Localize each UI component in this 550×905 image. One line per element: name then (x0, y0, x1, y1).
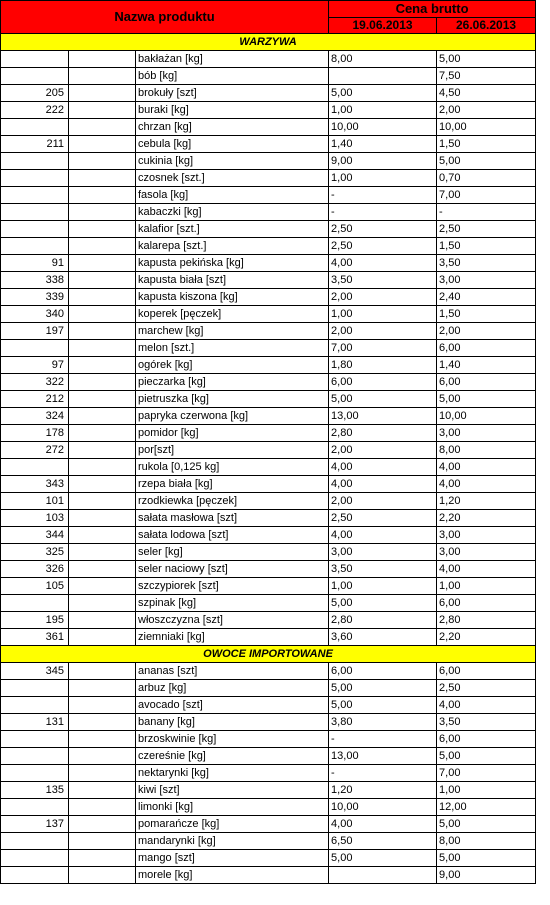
table-row (1, 663, 536, 680)
price-date-1: 13,00 (329, 408, 437, 425)
product-code: 222 (1, 102, 69, 119)
table-row (1, 51, 536, 68)
empty-cell (69, 697, 136, 714)
product-name: nektarynki [kg] (136, 765, 329, 782)
price-date-1: 4,00 (329, 255, 437, 272)
price-date-2: 4,00 (437, 476, 536, 493)
price-date-1: 4,00 (329, 527, 437, 544)
table-row (1, 765, 536, 782)
price-date-2: 5,00 (437, 51, 536, 68)
product-code (1, 119, 69, 136)
product-code: 322 (1, 374, 69, 391)
product-code: 105 (1, 578, 69, 595)
table-body (1, 34, 536, 884)
product-name: rzodkiewka [pęczek] (136, 493, 329, 510)
product-code (1, 595, 69, 612)
table-row (1, 493, 536, 510)
table-row (1, 697, 536, 714)
empty-cell (69, 714, 136, 731)
product-code: 101 (1, 493, 69, 510)
product-name: rzepa biała [kg] (136, 476, 329, 493)
table-row (1, 374, 536, 391)
product-name: kapusta pekińska [kg] (136, 255, 329, 272)
product-code (1, 221, 69, 238)
product-name-header: Nazwa produktu (1, 1, 329, 34)
price-date-1: 2,50 (329, 221, 437, 238)
date-header-2: 26.06.2013 (437, 17, 536, 34)
empty-cell (69, 595, 136, 612)
price-date-1: 2,00 (329, 493, 437, 510)
price-date-1: - (329, 765, 437, 782)
product-code (1, 850, 69, 867)
price-date-2: 2,40 (437, 289, 536, 306)
table-row (1, 221, 536, 238)
product-code: 326 (1, 561, 69, 578)
table-row (1, 136, 536, 153)
product-name: morele [kg] (136, 867, 329, 884)
empty-cell (69, 425, 136, 442)
product-code: 324 (1, 408, 69, 425)
product-code: 212 (1, 391, 69, 408)
product-name: papryka czerwona [kg] (136, 408, 329, 425)
price-date-1: 2,80 (329, 425, 437, 442)
price-date-2: 5,00 (437, 850, 536, 867)
empty-cell (69, 391, 136, 408)
table-row (1, 816, 536, 833)
price-date-2: 5,00 (437, 391, 536, 408)
price-date-1: 1,20 (329, 782, 437, 799)
empty-cell (69, 816, 136, 833)
empty-cell (69, 578, 136, 595)
product-name: pieczarka [kg] (136, 374, 329, 391)
price-date-2: 6,00 (437, 340, 536, 357)
price-date-1: - (329, 204, 437, 221)
price-date-2: 7,50 (437, 68, 536, 85)
product-name: szpinak [kg] (136, 595, 329, 612)
price-date-2: 1,50 (437, 136, 536, 153)
product-name: czosnek [szt.] (136, 170, 329, 187)
section-title: OWOCE IMPORTOWANE (1, 646, 536, 663)
price-date-1: 2,50 (329, 238, 437, 255)
section-row (1, 34, 536, 51)
product-code: 272 (1, 442, 69, 459)
product-code (1, 680, 69, 697)
price-date-2: 1,00 (437, 578, 536, 595)
product-name: włoszczyzna [szt] (136, 612, 329, 629)
price-date-1: 3,00 (329, 544, 437, 561)
price-date-1: 10,00 (329, 799, 437, 816)
table-row (1, 782, 536, 799)
empty-cell (69, 765, 136, 782)
empty-cell (69, 119, 136, 136)
product-name: banany [kg] (136, 714, 329, 731)
price-date-1: 5,00 (329, 680, 437, 697)
product-name: kapusta kiszona [kg] (136, 289, 329, 306)
table-row (1, 153, 536, 170)
product-code: 339 (1, 289, 69, 306)
price-date-2: 1,50 (437, 306, 536, 323)
product-name: kalarepa [szt.] (136, 238, 329, 255)
product-name: marchew [kg] (136, 323, 329, 340)
price-date-1: 3,50 (329, 561, 437, 578)
empty-cell (69, 561, 136, 578)
product-name: sałata lodowa [szt] (136, 527, 329, 544)
product-code: 343 (1, 476, 69, 493)
product-code: 131 (1, 714, 69, 731)
table-row (1, 340, 536, 357)
table-row (1, 68, 536, 85)
price-date-1: 4,00 (329, 476, 437, 493)
product-code (1, 204, 69, 221)
price-date-2: 2,20 (437, 510, 536, 527)
price-date-2: 8,00 (437, 442, 536, 459)
product-code (1, 340, 69, 357)
product-name: kalafior [szt.] (136, 221, 329, 238)
empty-cell (69, 867, 136, 884)
product-code: 340 (1, 306, 69, 323)
price-date-1: 1,00 (329, 306, 437, 323)
table-row (1, 578, 536, 595)
empty-cell (69, 510, 136, 527)
empty-cell (69, 782, 136, 799)
product-code: 338 (1, 272, 69, 289)
empty-cell (69, 612, 136, 629)
price-date-1: 2,80 (329, 612, 437, 629)
table-row (1, 306, 536, 323)
product-code (1, 731, 69, 748)
price-date-2: 7,00 (437, 187, 536, 204)
product-name: sałata masłowa [szt] (136, 510, 329, 527)
price-date-2: 6,00 (437, 595, 536, 612)
table-row (1, 170, 536, 187)
price-date-1: 2,00 (329, 323, 437, 340)
price-date-2: 5,00 (437, 748, 536, 765)
empty-cell (69, 357, 136, 374)
product-code (1, 170, 69, 187)
table-row (1, 391, 536, 408)
empty-cell (69, 255, 136, 272)
price-date-2: 2,00 (437, 102, 536, 119)
price-date-2: 5,00 (437, 153, 536, 170)
price-date-2: 1,00 (437, 782, 536, 799)
product-code (1, 51, 69, 68)
table-row (1, 510, 536, 527)
product-code (1, 238, 69, 255)
table-row (1, 204, 536, 221)
product-name: kapusta biała [szt] (136, 272, 329, 289)
empty-cell (69, 51, 136, 68)
price-date-1: 6,00 (329, 663, 437, 680)
product-name: cukinia [kg] (136, 153, 329, 170)
table-row (1, 680, 536, 697)
table-row (1, 799, 536, 816)
product-code: 178 (1, 425, 69, 442)
empty-cell (69, 85, 136, 102)
table-row (1, 425, 536, 442)
price-date-1: 7,00 (329, 340, 437, 357)
empty-cell (69, 493, 136, 510)
empty-cell (69, 136, 136, 153)
product-code: 325 (1, 544, 69, 561)
empty-cell (69, 833, 136, 850)
empty-cell (69, 153, 136, 170)
price-date-2: 8,00 (437, 833, 536, 850)
product-code (1, 765, 69, 782)
product-name: szczypiorek [szt] (136, 578, 329, 595)
empty-cell (69, 221, 136, 238)
product-name: rukola [0,125 kg] (136, 459, 329, 476)
table-row (1, 629, 536, 646)
price-date-2: 2,80 (437, 612, 536, 629)
table-row (1, 442, 536, 459)
table-row (1, 459, 536, 476)
empty-cell (69, 527, 136, 544)
product-code (1, 697, 69, 714)
product-code: 103 (1, 510, 69, 527)
empty-cell (69, 544, 136, 561)
empty-cell (69, 340, 136, 357)
empty-cell (69, 459, 136, 476)
product-name: kiwi [szt] (136, 782, 329, 799)
price-date-1: - (329, 187, 437, 204)
product-code (1, 187, 69, 204)
product-name: pietruszka [kg] (136, 391, 329, 408)
price-date-1: 4,00 (329, 459, 437, 476)
price-date-1: 6,50 (329, 833, 437, 850)
empty-cell (69, 170, 136, 187)
price-date-1: 3,80 (329, 714, 437, 731)
price-date-2: 3,50 (437, 714, 536, 731)
price-date-2: 2,50 (437, 680, 536, 697)
table-row (1, 850, 536, 867)
empty-cell (69, 731, 136, 748)
empty-cell (69, 204, 136, 221)
price-date-2: 4,00 (437, 459, 536, 476)
price-date-1: 13,00 (329, 748, 437, 765)
product-code (1, 459, 69, 476)
table-row (1, 833, 536, 850)
empty-cell (69, 442, 136, 459)
table-row (1, 119, 536, 136)
empty-cell (69, 272, 136, 289)
price-date-2: 7,00 (437, 765, 536, 782)
price-date-1: 2,50 (329, 510, 437, 527)
price-date-1 (329, 867, 437, 884)
price-date-2: - (437, 204, 536, 221)
empty-cell (69, 238, 136, 255)
table-row (1, 85, 536, 102)
product-name: chrzan [kg] (136, 119, 329, 136)
price-date-1: 1,80 (329, 357, 437, 374)
product-name: mango [szt] (136, 850, 329, 867)
price-date-1: 5,00 (329, 850, 437, 867)
product-code (1, 748, 69, 765)
product-code (1, 867, 69, 884)
empty-cell (69, 374, 136, 391)
price-date-2: 1,40 (437, 357, 536, 374)
product-name: cebula [kg] (136, 136, 329, 153)
product-name: limonki [kg] (136, 799, 329, 816)
price-header: Cena brutto (329, 1, 536, 18)
price-date-2: 3,00 (437, 425, 536, 442)
empty-cell (69, 289, 136, 306)
price-date-2: 3,50 (437, 255, 536, 272)
price-date-2: 9,00 (437, 867, 536, 884)
price-date-2: 3,00 (437, 527, 536, 544)
product-code: 361 (1, 629, 69, 646)
price-date-1: 9,00 (329, 153, 437, 170)
price-date-1: 5,00 (329, 697, 437, 714)
table-row (1, 476, 536, 493)
price-date-1: 3,50 (329, 272, 437, 289)
price-date-1: 2,00 (329, 442, 437, 459)
price-date-1: 1,40 (329, 136, 437, 153)
product-name: pomarańcze [kg] (136, 816, 329, 833)
price-date-1: 1,00 (329, 170, 437, 187)
product-name: brzoskwinie [kg] (136, 731, 329, 748)
table-row (1, 714, 536, 731)
product-name: seler [kg] (136, 544, 329, 561)
price-date-2: 3,00 (437, 272, 536, 289)
price-date-2: 4,00 (437, 561, 536, 578)
product-code: 137 (1, 816, 69, 833)
product-code: 135 (1, 782, 69, 799)
table-row (1, 238, 536, 255)
product-name: buraki [kg] (136, 102, 329, 119)
price-date-2: 2,50 (437, 221, 536, 238)
price-date-2: 12,00 (437, 799, 536, 816)
price-date-2: 2,20 (437, 629, 536, 646)
price-date-2: 5,00 (437, 816, 536, 833)
table-row (1, 187, 536, 204)
empty-cell (69, 102, 136, 119)
price-date-2: 3,00 (437, 544, 536, 561)
section-title: WARZYWA (1, 34, 536, 51)
product-name: avocado [szt] (136, 697, 329, 714)
price-date-2: 10,00 (437, 119, 536, 136)
empty-cell (69, 68, 136, 85)
table-row (1, 612, 536, 629)
price-date-2: 6,00 (437, 663, 536, 680)
price-date-1: 5,00 (329, 595, 437, 612)
date-header-1: 19.06.2013 (329, 17, 437, 34)
product-code (1, 68, 69, 85)
table-row (1, 357, 536, 374)
empty-cell (69, 680, 136, 697)
product-code (1, 799, 69, 816)
price-date-1: 4,00 (329, 816, 437, 833)
empty-cell (69, 323, 136, 340)
table-row (1, 408, 536, 425)
product-name: pomidor [kg] (136, 425, 329, 442)
product-name: mandarynki [kg] (136, 833, 329, 850)
empty-cell (69, 663, 136, 680)
price-date-1: 2,00 (329, 289, 437, 306)
price-date-1: - (329, 731, 437, 748)
table-row (1, 561, 536, 578)
table-row (1, 323, 536, 340)
table-row (1, 595, 536, 612)
empty-cell (69, 476, 136, 493)
product-code: 91 (1, 255, 69, 272)
product-name: brokuły [szt] (136, 85, 329, 102)
price-date-2: 10,00 (437, 408, 536, 425)
product-name: por[szt] (136, 442, 329, 459)
price-date-2: 4,00 (437, 697, 536, 714)
product-code: 211 (1, 136, 69, 153)
product-code: 205 (1, 85, 69, 102)
table-row (1, 272, 536, 289)
empty-cell (69, 408, 136, 425)
product-name: ziemniaki [kg] (136, 629, 329, 646)
price-date-2: 6,00 (437, 731, 536, 748)
price-date-2: 2,00 (437, 323, 536, 340)
table-row (1, 867, 536, 884)
empty-cell (69, 629, 136, 646)
table-row (1, 544, 536, 561)
table-row (1, 748, 536, 765)
product-code (1, 833, 69, 850)
product-code (1, 153, 69, 170)
section-row (1, 646, 536, 663)
price-date-2: 1,20 (437, 493, 536, 510)
price-date-1: 10,00 (329, 119, 437, 136)
price-date-1 (329, 68, 437, 85)
price-date-2: 1,50 (437, 238, 536, 255)
product-name: arbuz [kg] (136, 680, 329, 697)
price-date-2: 0,70 (437, 170, 536, 187)
price-date-2: 4,50 (437, 85, 536, 102)
table-row (1, 731, 536, 748)
empty-cell (69, 799, 136, 816)
price-date-1: 3,60 (329, 629, 437, 646)
product-name: ananas [szt] (136, 663, 329, 680)
empty-cell (69, 306, 136, 323)
product-code: 344 (1, 527, 69, 544)
product-name: seler naciowy [szt] (136, 561, 329, 578)
table-row (1, 289, 536, 306)
table-row (1, 255, 536, 272)
price-date-1: 5,00 (329, 391, 437, 408)
product-code: 195 (1, 612, 69, 629)
price-date-1: 6,00 (329, 374, 437, 391)
product-name: fasola [kg] (136, 187, 329, 204)
price-date-1: 1,00 (329, 102, 437, 119)
product-code: 97 (1, 357, 69, 374)
product-name: kabaczki [kg] (136, 204, 329, 221)
price-date-2: 6,00 (437, 374, 536, 391)
product-name: bakłażan [kg] (136, 51, 329, 68)
product-name: ogórek [kg] (136, 357, 329, 374)
empty-cell (69, 187, 136, 204)
product-name: melon [szt.] (136, 340, 329, 357)
product-name: bób [kg] (136, 68, 329, 85)
empty-cell (69, 748, 136, 765)
table-row (1, 527, 536, 544)
product-code: 197 (1, 323, 69, 340)
product-code: 345 (1, 663, 69, 680)
table-row (1, 102, 536, 119)
price-date-1: 5,00 (329, 85, 437, 102)
product-name: koperek [pęczek] (136, 306, 329, 323)
price-date-1: 8,00 (329, 51, 437, 68)
empty-cell (69, 850, 136, 867)
product-name: czereśnie [kg] (136, 748, 329, 765)
price-date-1: 1,00 (329, 578, 437, 595)
